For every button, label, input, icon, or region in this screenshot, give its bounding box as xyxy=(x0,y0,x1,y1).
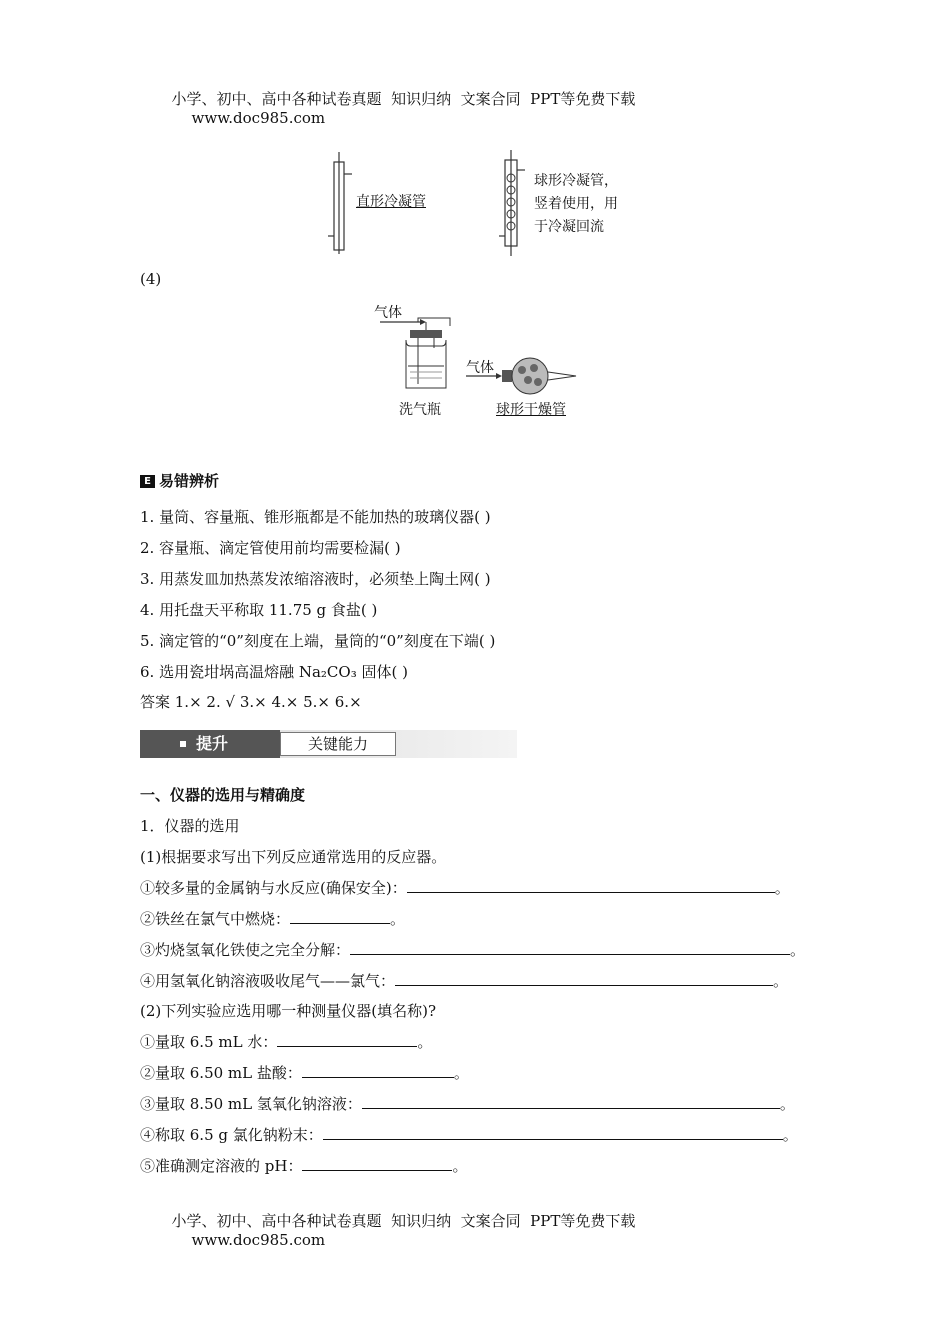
q1-2: ②铁丝在氯气中燃烧： 。 xyxy=(140,910,406,928)
answer-blank[interactable] xyxy=(302,1156,452,1171)
q2-2: ②量取 6.50 mL 盐酸： 。 xyxy=(140,1064,469,1082)
q1-prompt: (1)根据要求写出下列反应通常选用的反应器。 xyxy=(140,848,447,866)
error-item-4: 4. 用托盘天平称取 11.75 g 食盐( ) xyxy=(140,601,378,619)
ball-condenser-label-3: 于冷凝回流 xyxy=(534,219,604,235)
section1-sub1: 1．仪器的选用 xyxy=(140,817,240,835)
ball-condenser-label-1: 球形冷凝管， xyxy=(534,173,618,189)
q1-1: ①较多量的金属钠与水反应(确保安全)： 。 xyxy=(140,879,790,897)
banner-left: 提升 xyxy=(140,730,280,758)
error-item-1: 1. 量筒、容量瓶、锥形瓶都是不能加热的玻璃仪器( ) xyxy=(140,508,491,526)
section1-title: 一、仪器的选用与精确度 xyxy=(140,786,306,804)
error-analysis-title: E 易错辨析 xyxy=(140,470,219,491)
gas-label-1: 气体 xyxy=(374,305,402,321)
ball-condenser-label-2: 竖着使用，用 xyxy=(534,196,618,212)
q2-5: ⑤准确测定溶液的 pH： 。 xyxy=(140,1157,468,1175)
error-item-3: 3. 用蒸发皿加热蒸发浓缩溶液时，必须垫上陶土网( ) xyxy=(140,570,491,588)
banner-square-icon xyxy=(180,741,186,747)
section-e-icon: E xyxy=(140,475,155,488)
page-header xyxy=(162,70,635,127)
answer-blank[interactable] xyxy=(290,909,390,924)
answer-blank[interactable] xyxy=(277,1032,417,1047)
straight-condenser-drawing xyxy=(328,152,352,254)
answer-blank[interactable] xyxy=(302,1063,454,1078)
straight-condenser-label: 直形冷凝管 xyxy=(356,194,426,210)
gas-apparatus-figure xyxy=(370,300,590,400)
drying-tube-label: 球形干燥管 xyxy=(496,402,566,418)
q2-4: ④称取 6.5 g 氯化钠粉末： 。 xyxy=(140,1126,798,1144)
wash-bottle-drawing xyxy=(380,318,450,388)
answer-line: 答案 1.× 2. √ 3.× 4.× 5.× 6.× xyxy=(140,693,362,711)
footer-site: www.doc985.com xyxy=(191,1231,326,1249)
error-item-5: 5. 滴定管的“0”刻度在上端，量筒的“0”刻度在下端( ) xyxy=(140,632,496,650)
page-footer xyxy=(162,1192,635,1249)
answer-blank[interactable] xyxy=(362,1094,780,1109)
ability-banner xyxy=(140,730,517,758)
q2-3: ③量取 8.50 mL 氢氧化钠溶液： 。 xyxy=(140,1095,795,1113)
q2-1: ①量取 6.5 mL 水： 。 xyxy=(140,1033,433,1051)
answer-blank[interactable] xyxy=(407,878,775,893)
q2-prompt: (2)下列实验应选用哪一种测量仪器(填名称)? xyxy=(140,1002,436,1020)
ball-condenser-drawing xyxy=(499,150,525,256)
header-text: 小学、初中、高中各种试卷真题 知识归纳 文案合同 PPT等免费下载 xyxy=(171,90,636,108)
answer-blank[interactable] xyxy=(323,1125,783,1140)
answer-blank[interactable] xyxy=(350,940,790,955)
footer-text: 小学、初中、高中各种试卷真题 知识归纳 文案合同 PPT等免费下载 xyxy=(171,1212,636,1230)
answer-blank[interactable] xyxy=(395,971,773,986)
header-site: www.doc985.com xyxy=(191,109,326,127)
item-4-label: (4) xyxy=(140,270,162,288)
error-item-6: 6. 选用瓷坩埚高温熔融 Na₂CO₃ 固体( ) xyxy=(140,663,408,681)
wash-bottle-label: 洗气瓶 xyxy=(399,402,441,418)
q1-4: ④用氢氧化钠溶液吸收尾气——氯气： 。 xyxy=(140,972,789,990)
q1-3: ③灼烧氢氧化铁使之完全分解： 。 xyxy=(140,941,806,959)
error-item-2: 2. 容量瓶、滴定管使用前均需要检漏( ) xyxy=(140,539,401,557)
gas-label-2: 气体 xyxy=(466,360,494,376)
banner-right: 关键能力 xyxy=(280,732,396,756)
